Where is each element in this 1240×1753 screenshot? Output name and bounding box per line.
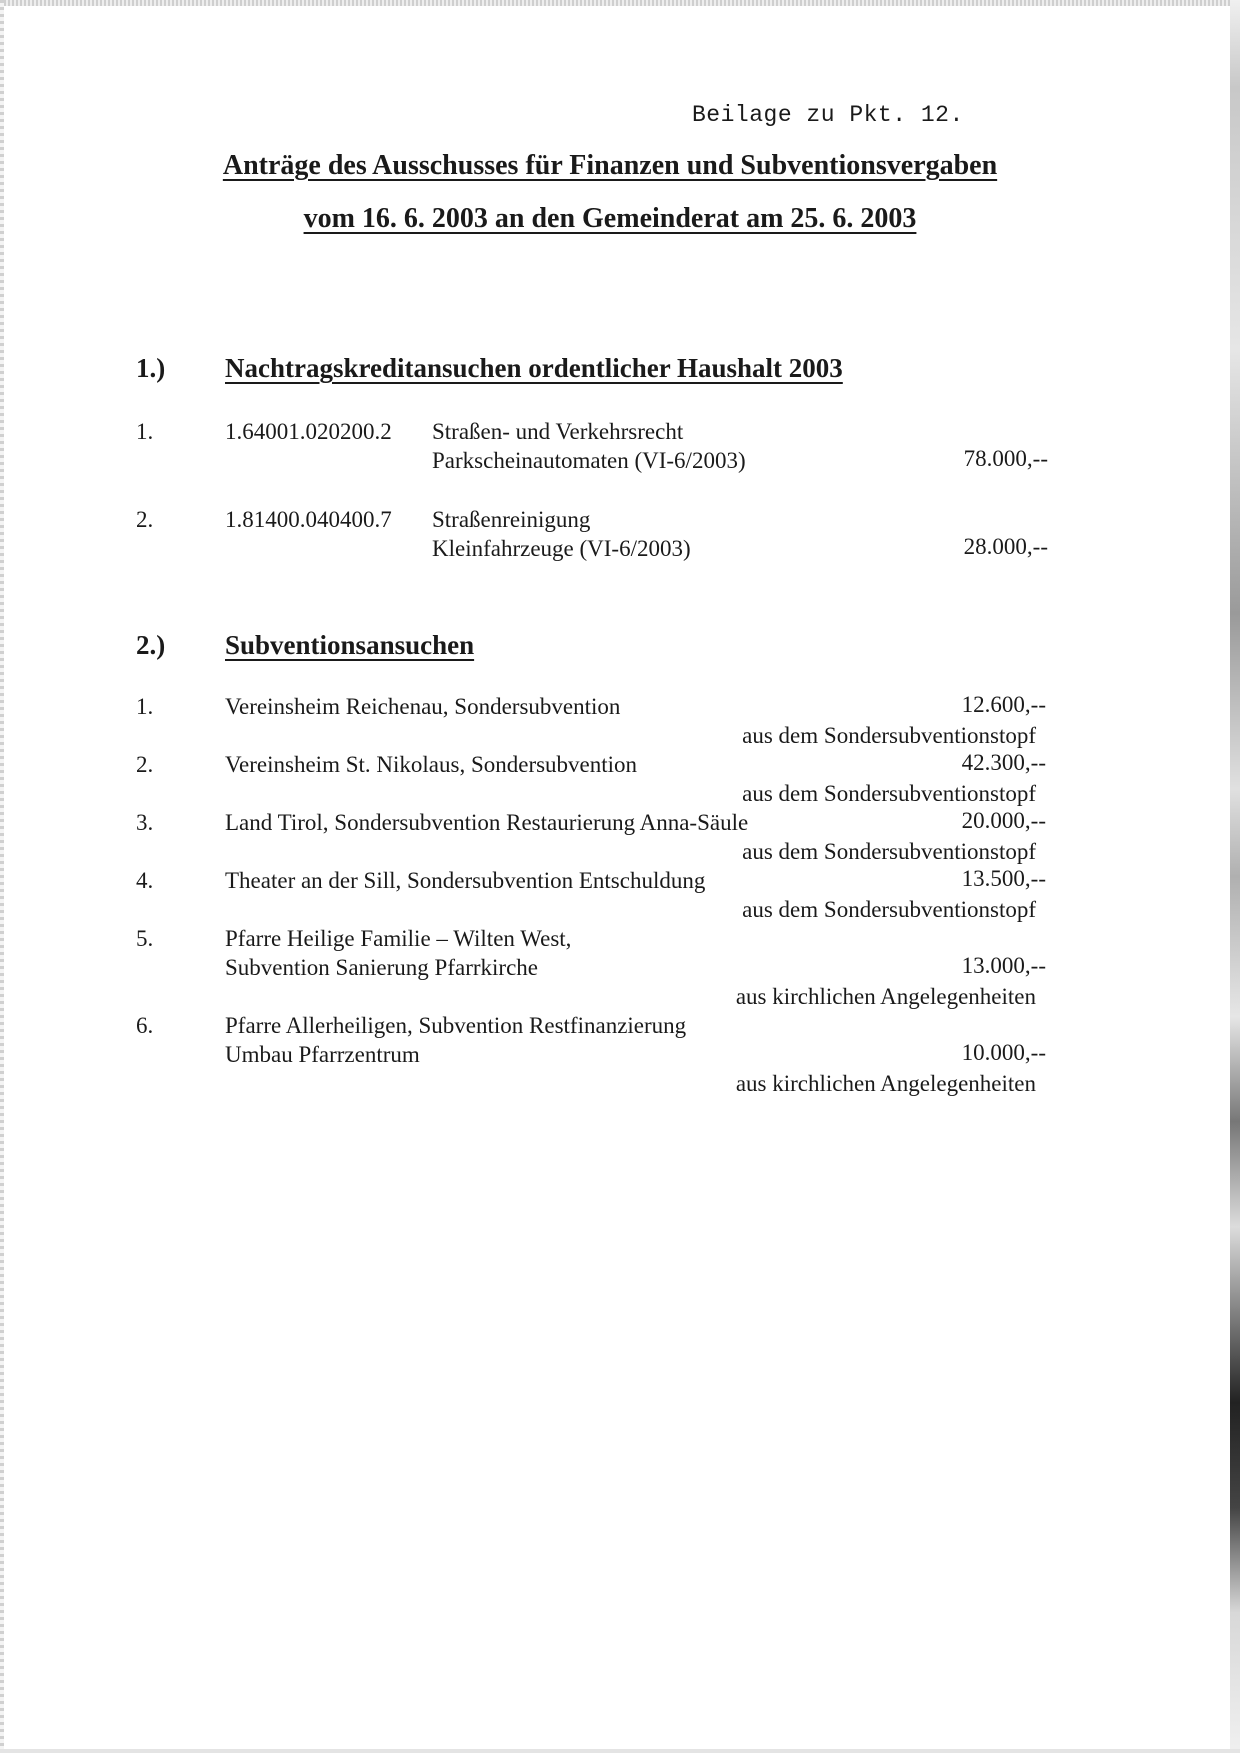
scan-edge-right: [1230, 0, 1240, 1753]
document-title-line2: vom 16. 6. 2003 an den Gemeinderat am 25. 6. 2003: [303, 203, 917, 234]
item-amount: 12.600,--: [961, 692, 1046, 717]
item-description-line2: Subvention Sanierung Pfarrkirche: [225, 955, 538, 980]
item-number: 6.: [136, 1013, 154, 1038]
item-amount: 42.300,--: [961, 750, 1046, 775]
funding-source: aus kirchlichen Angelegenheiten: [735, 1071, 1036, 1096]
budget-code: 1.64001.020200.2: [225, 419, 392, 444]
item-description-line1: Pfarre Heilige Familie – Wilten West,: [225, 926, 572, 951]
item-amount: 20.000,--: [961, 808, 1046, 833]
item-number: 1.: [136, 694, 154, 719]
budget-code: 1.81400.040400.7: [225, 507, 392, 532]
item-description-line1: Straßen- und Verkehrsrecht: [432, 419, 684, 444]
scan-edge-top: [0, 0, 1240, 6]
item-number: 4.: [136, 868, 154, 893]
item-description-line1: Pfarre Allerheiligen, Subvention Restfinanzierung: [225, 1013, 687, 1038]
document-title-line1: Anträge des Ausschusses für Finanzen und Subventionsvergaben: [222, 150, 998, 181]
item-amount: 28.000,--: [963, 534, 1048, 559]
item-description-line1: Land Tirol, Sondersubvention Restaurierung Anna-Säule: [225, 810, 749, 835]
item-number: 3.: [136, 810, 154, 835]
item-number: 2.: [136, 752, 154, 777]
item-number: 1.: [136, 419, 154, 444]
item-description-line1: Vereinsheim St. Nikolaus, Sondersubvention: [225, 752, 638, 777]
scan-edge-bottom: [0, 1749, 1240, 1753]
section2-number: 2.): [136, 630, 166, 660]
beilage-reference: Beilage zu Pkt. 12.: [692, 102, 964, 128]
item-description-line2: Parkscheinautomaten (VI-6/2003): [432, 448, 746, 473]
item-amount: 78.000,--: [963, 446, 1048, 471]
scan-edge-left: [0, 0, 4, 1753]
section1-number: 1.): [136, 353, 166, 383]
item-amount: 13.500,--: [961, 866, 1046, 891]
item-description-line1: Theater an der Sill, Sondersubvention Entschuldung: [225, 868, 706, 893]
item-description-line2: Umbau Pfarrzentrum: [225, 1042, 420, 1067]
item-description-line1: Straßenreinigung: [432, 507, 591, 532]
funding-source: aus kirchlichen Angelegenheiten: [735, 984, 1036, 1009]
funding-source: aus dem Sondersubventionstopf: [742, 723, 1036, 748]
item-number: 5.: [136, 926, 154, 951]
funding-source: aus dem Sondersubventionstopf: [742, 897, 1036, 922]
section1-title: Nachtragskreditansuchen ordentlicher Haushalt 2003: [225, 353, 843, 383]
funding-source: aus dem Sondersubventionstopf: [742, 781, 1036, 806]
item-description-line1: Vereinsheim Reichenau, Sondersubvention: [225, 694, 621, 719]
section2-title: Subventionsansuchen: [225, 630, 475, 660]
funding-source: aus dem Sondersubventionstopf: [742, 839, 1036, 864]
item-amount: 10.000,--: [961, 1040, 1046, 1065]
item-description-line2: Kleinfahrzeuge (VI-6/2003): [432, 536, 691, 561]
item-amount: 13.000,--: [961, 953, 1046, 978]
item-number: 2.: [136, 507, 154, 532]
